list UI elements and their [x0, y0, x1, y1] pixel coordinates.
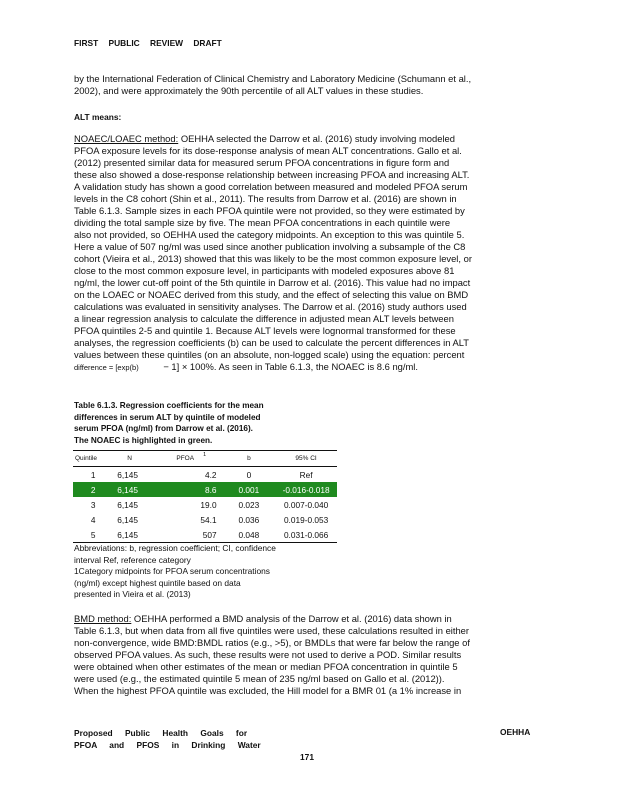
- text-line: PFOA quintiles 2-5 and quintile 1. Because ALT levels were lognormal transformed for these: [74, 325, 456, 336]
- cell-b: 0.048: [238, 529, 260, 540]
- text-line: close to the most common exposure level, in participants with modeled exposures above 81: [74, 265, 455, 276]
- noaec-heading: NOAEC/LOAEC method:: [74, 133, 179, 144]
- text-line: 2002), and were approximately the 90th percentile of all ALT values in these studies.: [74, 85, 424, 96]
- formula-prefix: difference = [exp(b): [74, 363, 139, 372]
- formula-line: [74, 361, 544, 374]
- footnote-line: interval Ref, reference category: [74, 554, 191, 565]
- footer-right: OEHHA: [500, 727, 531, 737]
- text-line: values between these quintiles (on an absolute, non-logged scale) using the equation: percent: [74, 349, 465, 360]
- table-header-row: [73, 451, 337, 467]
- caption-line: differences in serum ALT by quintile of modeled: [74, 412, 261, 422]
- cell-b: 0.001: [223, 482, 276, 497]
- text-line: PFOA exposure levels for its dose-response analysis of mean ALT concentrations. Gallo et al.: [74, 145, 462, 156]
- cell-pfoa: 54.1: [200, 514, 217, 525]
- text-line: Table 6.1.3, but when data from all five quintiles were used, these calculations resulted in either: [74, 625, 470, 636]
- text-line: Here a value of 507 ng/ml was used since another publication involving a subsample of the C8: [74, 241, 466, 252]
- section-heading-alt-means: ALT means:: [74, 112, 122, 122]
- results-table-wrapper: [73, 450, 337, 543]
- table-footnotes: [74, 543, 344, 601]
- table-row: [73, 512, 337, 527]
- cell-b: 0.036: [238, 514, 260, 525]
- cell-n: 6,145: [117, 499, 139, 510]
- col-header: b: [247, 454, 251, 462]
- bmd-heading: BMD method:: [74, 613, 132, 624]
- text-line: observed PFOA values. As such, these results were not used to derive a POD. Similar results: [74, 649, 462, 660]
- text-line: [74, 613, 544, 625]
- footnote-line: (ng/ml) except highest quintile based on data: [74, 577, 241, 588]
- text-line: ng/ml, the lower cut-off point of the 5th quintile in Darrow et al. (2016). This value had no impact: [74, 277, 471, 288]
- footnote-marker: 1: [203, 452, 207, 459]
- cell-ci: 0.031-0.066: [283, 529, 329, 540]
- cell-b: 0: [246, 469, 252, 480]
- text-line: analyses, the regression coefficients (b) can be used to calculate the percent differences in ALT: [74, 337, 470, 348]
- text-line: were obtained when other estimates of the mean or median PFOA concentration in quintile 5: [74, 661, 458, 672]
- text-line: a linear regression analysis to calculate the difference in adjusted mean ALT levels between: [74, 313, 454, 324]
- cell-b: 0.023: [238, 499, 260, 510]
- text-line: Table 6.1.3. Sample sizes in each PFOA quintile were not provided, so they were estimated by: [74, 205, 465, 216]
- cell-pfoa: 8.6: [176, 482, 222, 497]
- cell-quintile: 1: [90, 469, 96, 480]
- footnote-line: Abbreviations: b, regression coefficient; CI, confidence: [74, 543, 276, 553]
- cell-ci: 0.019-0.053: [283, 514, 329, 525]
- cell-ci: Ref: [299, 469, 313, 480]
- text-line: were used (e.g., the estimated quintile 5 mean of 235 ng/ml based on Gallo et al. (2012)).: [74, 673, 445, 684]
- table-caption: [74, 400, 336, 446]
- cell-quintile: 2: [73, 482, 113, 497]
- col-header: Quintile: [75, 454, 98, 462]
- text-span: OEHHA selected the Darrow et al. (2016) study involving modeled: [180, 133, 455, 144]
- text-line: also not provided, so OEHHA used the category midpoints. An exception to this was quintile 5.: [74, 229, 465, 240]
- cell-n: 6,145: [117, 529, 139, 540]
- footnote-line: 1Category midpoints for PFOA serum concentrations: [74, 566, 270, 576]
- footer-left: [74, 727, 261, 751]
- col-header: N: [127, 454, 132, 462]
- cell-pfoa: 507: [202, 529, 217, 540]
- cell-pfoa: 4.2: [205, 469, 217, 480]
- formula-rest: − 1] × 100%. As seen in Table 6.1.3, the NOAEC is 8.6 ng/ml.: [163, 361, 418, 372]
- footnote-line: presented in Vieira et al. (2013): [74, 589, 191, 599]
- cell-ci: -0.016-0.018: [275, 482, 337, 497]
- cell-quintile: 5: [90, 529, 96, 540]
- caption-line: The NOAEC is highlighted in green.: [74, 435, 213, 445]
- col-header: [176, 451, 222, 467]
- text-line: calculations was evaluated in sensitivity analyses. The Darrow et al. (2016) study authors used: [74, 301, 467, 312]
- text-line: [74, 133, 544, 145]
- caption-line: Table 6.1.3. Regression coefficients for the mean: [74, 401, 264, 410]
- table-row: [73, 527, 337, 542]
- text-line: dividing the total sample size by five. The mean PFOA concentrations in each quintile were: [74, 217, 451, 228]
- cell-n: 6,145: [117, 469, 139, 480]
- col-header: 95% CI: [295, 454, 317, 462]
- table-row-highlighted: [73, 482, 337, 497]
- text-line: cohort (Vieira et al., 2013) showed that this was likely to be the most common exposure level, or: [74, 253, 472, 264]
- text-line: levels in the C8 cohort (Shin et al., 2011). The results from Darrow et al. (2016) are shown in: [74, 193, 457, 204]
- text-line: (2012) presented similar data for measured serum PFOA concentrations in figure form and: [74, 157, 450, 168]
- text-line: non-convergence, wide BMD:BMDL ratios (e.g., >5), or BMDLs that were far below the range of: [74, 637, 470, 648]
- text-line: A validation study has shown a good correlation between measured and modeled PFOA serum: [74, 181, 468, 192]
- table-row: [73, 497, 337, 512]
- running-header: FIRST PUBLIC REVIEW DRAFT: [74, 38, 222, 48]
- cell-ci: 0.007-0.040: [283, 499, 329, 510]
- text-span: OEHHA performed a BMD analysis of the Darrow et al. (2016) data shown in: [133, 613, 452, 624]
- bmd-paragraph: [74, 613, 544, 697]
- cell-n: 6,145: [113, 482, 176, 497]
- caption-line: serum PFOA (ng/ml) from Darrow et al. (2016).: [74, 424, 253, 433]
- cell-n: 6,145: [117, 514, 139, 525]
- text-line: these also showed a dose-response relationship between increasing PFOA and increasing ALT.: [74, 169, 470, 180]
- text-line: When the highest PFOA quintile was excluded, the Hill model for a BMR 01 (a 1% increase in: [74, 685, 462, 696]
- cell-quintile: 4: [90, 514, 96, 525]
- text-line: by the International Federation of Clinical Chemistry and Laboratory Medicine (Schumann et al.,: [74, 73, 472, 84]
- cell-pfoa: 19.0: [200, 499, 217, 510]
- col-header-pfoa: PFOA: [176, 454, 195, 462]
- text-line: on the LOAEC or NOAEC derived from this study, and the effect of selecting this value on BMD: [74, 289, 469, 300]
- table-row: [73, 467, 337, 483]
- footer-line: Proposed Public Health Goals for: [74, 728, 248, 738]
- footer-line: PFOA and PFOS in Drinking Water: [74, 740, 261, 750]
- intro-paragraph: [74, 73, 544, 97]
- noaec-paragraph: [74, 133, 544, 374]
- page-number: 171: [300, 752, 314, 762]
- cell-quintile: 3: [90, 499, 96, 510]
- results-table: [73, 450, 337, 543]
